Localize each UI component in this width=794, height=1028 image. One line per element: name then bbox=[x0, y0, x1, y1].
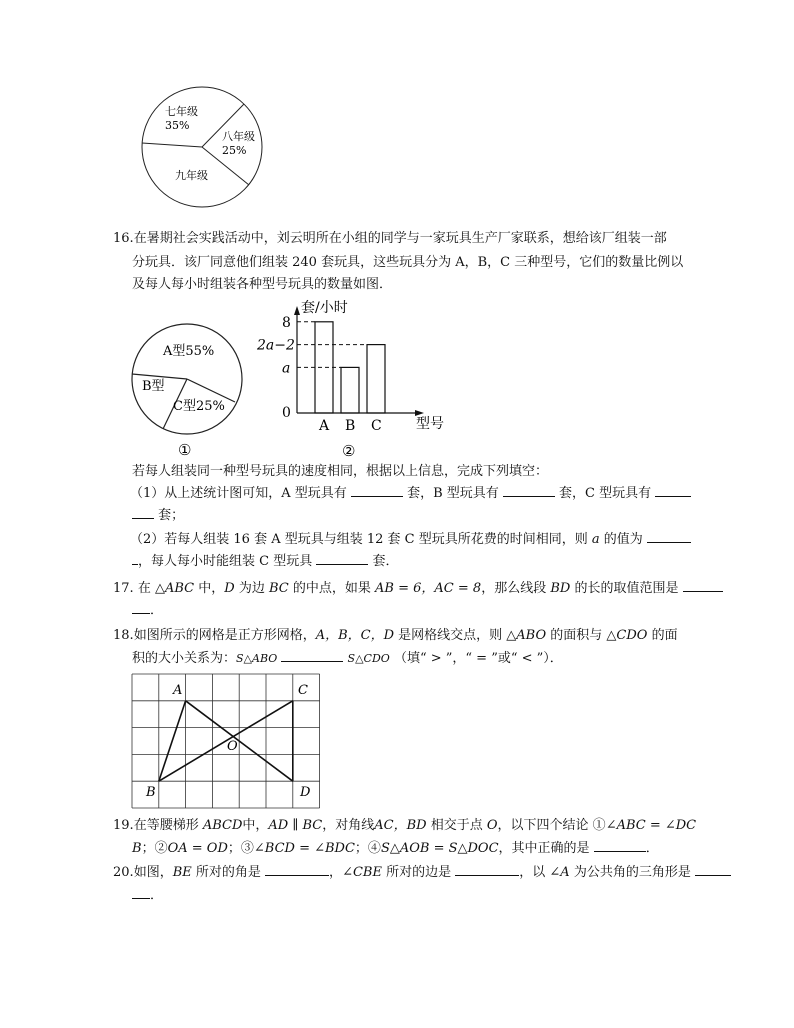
top-pie-label-9: 九年级 bbox=[175, 169, 208, 182]
q17-ab-eq: AB = 6，AC = 8 bbox=[375, 581, 482, 596]
q20-be: BE bbox=[172, 865, 192, 880]
q17-number: 17. bbox=[113, 581, 134, 596]
q18-pts: A，B，C，D bbox=[315, 628, 395, 643]
q17-line-1 bbox=[113, 578, 723, 600]
q17-t1: 在 △ bbox=[137, 581, 165, 596]
q16-pie-label-b: B型 bbox=[142, 379, 165, 394]
q16-blank-c-count-1[interactable] bbox=[655, 484, 691, 497]
q18-t1: 如图所示的网格是正方形网格， bbox=[133, 628, 316, 643]
q16-p2-text-c: ，每人每小时能组装 C 型玩具 bbox=[138, 554, 313, 569]
q20-t1: 如图， bbox=[133, 865, 173, 880]
q19-abcd: ABCD bbox=[202, 818, 243, 833]
q16-blank-c-rate[interactable] bbox=[316, 552, 368, 565]
q20-t6: 为公共角的三角形是 bbox=[573, 865, 691, 880]
q19-line-2 bbox=[132, 838, 659, 860]
q16-intro bbox=[132, 461, 548, 483]
q19-t8: ；④ bbox=[354, 841, 381, 856]
q16-intro-text: 若每人组装同一种型号玩具的速度相同，根据以上信息，完成下列填空： bbox=[132, 464, 549, 479]
bar-cat-label-B: B bbox=[345, 418, 356, 434]
q17-blank-2[interactable] bbox=[132, 601, 150, 614]
q20-t3: ， bbox=[329, 865, 343, 880]
q16-text-3: 及每人每小时组装各种型号玩具的数量如图． bbox=[132, 277, 393, 292]
q19-c3: ∠BCD = ∠BDC bbox=[253, 841, 355, 856]
q20-cbe: ∠CBE bbox=[342, 865, 382, 880]
q17-d: D bbox=[224, 581, 235, 596]
q17-t2: 中， bbox=[198, 581, 225, 596]
q20-a: ∠A bbox=[549, 865, 570, 880]
bar-tick-2a2: 2a−2 bbox=[257, 337, 295, 354]
top-pie-divider-2 bbox=[142, 143, 202, 147]
q20-t4: 所对的边是 bbox=[386, 865, 452, 880]
bar-y-label: 套/小时 bbox=[301, 300, 348, 316]
q16-pie-label-a: A型55% bbox=[163, 344, 215, 359]
bar-cat-label-C: C bbox=[371, 418, 382, 434]
q20-t5: ，以 bbox=[519, 865, 546, 880]
q17-line-2 bbox=[132, 600, 163, 622]
q19-c1b: B bbox=[132, 841, 142, 856]
q16-p1-text-c: 套，C 型玩具有 bbox=[559, 486, 652, 501]
q19-t1: 在等腰梯形 bbox=[133, 818, 199, 833]
q20-t2: 所对的角是 bbox=[195, 865, 261, 880]
bar-tick-8: 8 bbox=[282, 314, 291, 331]
q16-p1-end: 套； bbox=[158, 508, 185, 523]
top-pie-pct-7: 35% bbox=[165, 119, 190, 132]
q16-p2-end: 套． bbox=[372, 554, 399, 569]
q16-p1-text-a: （1）从上述统计图可知，A 型玩具有 bbox=[130, 486, 347, 501]
q16-line-1 bbox=[113, 228, 667, 250]
q16-blank-a-value-1[interactable] bbox=[647, 530, 691, 543]
q18-label-b: B bbox=[146, 785, 156, 800]
q20-line-1 bbox=[113, 862, 731, 884]
q18-s-abo: S△ABO bbox=[236, 652, 278, 665]
bar-x-label: 型号 bbox=[416, 416, 444, 432]
q16-pie-label-c: C型25% bbox=[173, 399, 225, 414]
q16-part1-cont bbox=[132, 505, 184, 527]
q20-blank-1[interactable] bbox=[265, 863, 329, 876]
q18-t3: 的面积与 △ bbox=[550, 628, 617, 643]
q19-t6: ；② bbox=[141, 841, 168, 856]
q19-t9: ，其中正确的是 bbox=[498, 841, 590, 856]
q17-end: ． bbox=[150, 603, 164, 618]
q16-text-2: 分玩具．该厂同意他们组装 240 套玩具，这些玩具分为 A，B，C 三种型号，它们的数量比例以 bbox=[132, 255, 684, 270]
q18-cdo: CDO bbox=[616, 628, 648, 643]
q18-t2: 是网格线交点，则 △ bbox=[398, 628, 517, 643]
bar-y-arrow bbox=[294, 306, 300, 315]
q16-bar-chart bbox=[255, 296, 455, 461]
q16-blank-a-count[interactable] bbox=[351, 484, 403, 497]
q18-blank[interactable] bbox=[281, 649, 343, 662]
q17-t4: 的中点，如果 bbox=[292, 581, 371, 596]
q18-number: 18. bbox=[113, 628, 134, 643]
top-pie-chart bbox=[130, 82, 270, 212]
bar-tick-a: a bbox=[282, 360, 291, 377]
q18-figure-segments bbox=[159, 701, 293, 781]
top-pie-pct-8: 25% bbox=[222, 144, 247, 157]
q20-blank-2[interactable] bbox=[455, 863, 519, 876]
q19-t5: ，以下四个结论 ① bbox=[497, 818, 606, 833]
bar-A bbox=[315, 322, 333, 413]
q16-part1 bbox=[130, 483, 691, 505]
q18-label-o: O bbox=[227, 739, 238, 754]
bar-C bbox=[367, 345, 385, 413]
q16-line-3 bbox=[132, 274, 392, 296]
q17-blank-1[interactable] bbox=[683, 579, 723, 592]
q18-label-a: A bbox=[173, 683, 183, 698]
q16-part2-cont bbox=[132, 551, 399, 573]
q20-blank-3-a[interactable] bbox=[695, 863, 731, 876]
q18-grid-figure bbox=[129, 672, 325, 812]
q19-c1: ∠ABC = ∠DC bbox=[605, 818, 697, 833]
q17-t3: 为边 bbox=[238, 581, 265, 596]
q19-number: 19. bbox=[113, 818, 134, 833]
bar-cat-label-A: A bbox=[319, 418, 330, 434]
q16-pie-caption: ① bbox=[178, 441, 192, 459]
q16-p2-text-a: （2）若每人组装 16 套 A 型玩具与组装 12 套 C 型玩具所花费的时间相同，则 bbox=[130, 532, 588, 547]
q19-t2: 中， bbox=[242, 818, 269, 833]
q19-line-1 bbox=[113, 815, 696, 837]
q19-par: AD ∥ BC bbox=[268, 818, 323, 833]
q17-bd: BD bbox=[550, 581, 571, 596]
q17-abc: ABC bbox=[164, 581, 195, 596]
q16-pie-chart bbox=[125, 322, 250, 460]
q17-t6: 的长的取值范围是 bbox=[574, 581, 679, 596]
q16-text-1: 在暑期社会实践活动中，刘云明所在小组的同学与一家玩具生产厂家联系，想给该厂组装一部 bbox=[133, 231, 667, 246]
q16-p2-var-a: a bbox=[591, 532, 600, 547]
top-pie-label-7: 七年级 bbox=[165, 105, 198, 118]
q19-c2: OA = OD bbox=[167, 841, 228, 856]
bar-tick-0: 0 bbox=[282, 405, 291, 421]
q18-t5: 积的大小关系为： bbox=[132, 651, 237, 666]
bar-B bbox=[341, 367, 359, 413]
bar-caption: ② bbox=[342, 442, 356, 460]
top-pie-label-8: 八年级 bbox=[222, 130, 255, 143]
q16-p2-text-b: 的值为 bbox=[603, 532, 643, 547]
q19-t7: ；③ bbox=[227, 841, 254, 856]
q19-t3: ，对角线 bbox=[322, 818, 375, 833]
q17-t5: ，那么线段 bbox=[481, 581, 547, 596]
q20-line-2 bbox=[132, 885, 163, 907]
q16-line-2 bbox=[132, 252, 683, 274]
q18-label-c: C bbox=[298, 683, 308, 698]
q16-blank-c-count-2[interactable] bbox=[132, 506, 154, 519]
q19-t4: 相交于点 bbox=[430, 818, 483, 833]
q17-bc: BC bbox=[269, 581, 289, 596]
q19-o: O bbox=[486, 818, 498, 833]
q18-s-cdo: S△CDO bbox=[347, 652, 390, 665]
q20-number: 20. bbox=[113, 865, 134, 880]
q18-line-1 bbox=[113, 625, 678, 647]
q16-p1-text-b: 套，B 型玩具有 bbox=[407, 486, 499, 501]
q16-blank-b-count[interactable] bbox=[503, 484, 555, 497]
q19-c4: S△AOB = S△DOC bbox=[380, 841, 499, 856]
q19-blank[interactable] bbox=[594, 839, 646, 852]
q19-acbd: AC，BD bbox=[374, 818, 427, 833]
q16-number: 16. bbox=[113, 231, 134, 246]
q18-t6: （填“ > ”，“ = ”或“ < ”）． bbox=[393, 651, 563, 666]
q18-abo: ABO bbox=[516, 628, 547, 643]
q20-end: ． bbox=[150, 888, 164, 903]
q18-t4: 的面 bbox=[651, 628, 678, 643]
q18-label-d: D bbox=[300, 785, 311, 800]
q16-part2 bbox=[130, 529, 691, 551]
q20-blank-3-b[interactable] bbox=[132, 886, 150, 899]
q19-end: ． bbox=[645, 841, 659, 856]
q18-line-2 bbox=[132, 648, 563, 670]
